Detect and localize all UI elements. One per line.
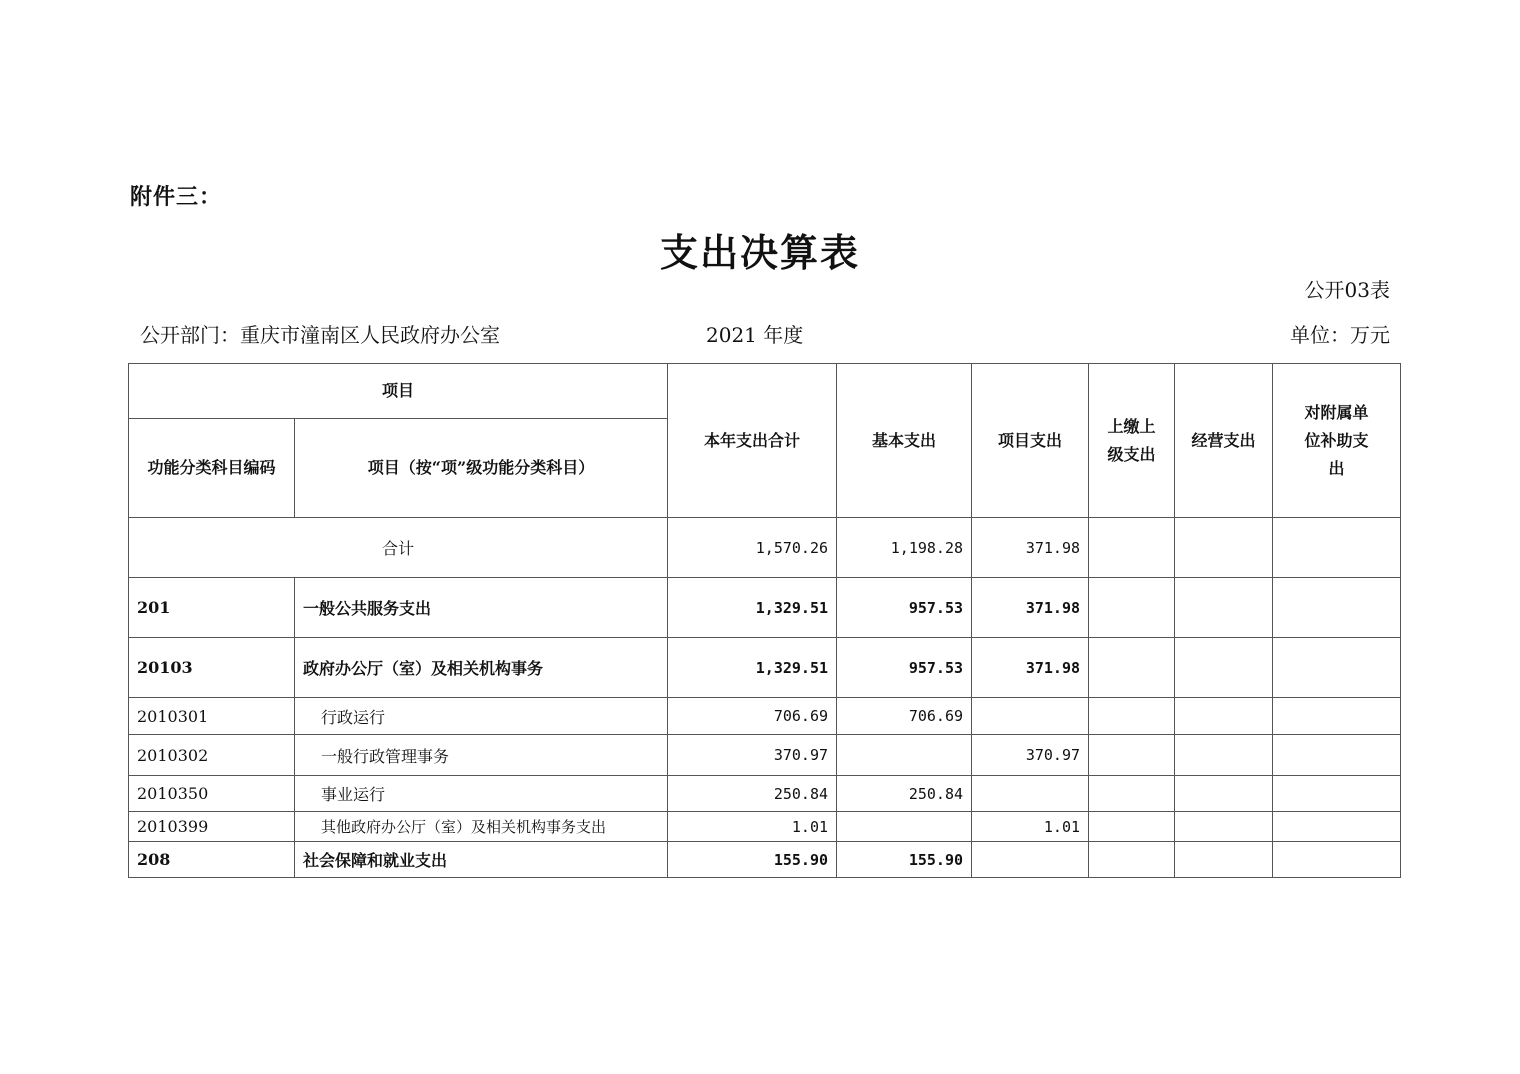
table-row [129,735,1401,776]
fiscal-year: 2021 年度 [706,323,804,347]
row-name: 行政运行 [295,698,668,735]
row-basic: 957.53 [837,578,972,638]
row-business [1175,842,1273,878]
page-title: 支出决算表 [659,230,860,275]
summary-upper [1089,518,1175,578]
row-upper [1089,735,1175,776]
summary-subsidy [1273,518,1401,578]
row-subsidy [1273,698,1401,735]
header-subsidy: 对附属单位补助支出 [1273,364,1401,518]
row-upper [1089,776,1175,812]
row-code: 201 [129,578,295,638]
table-row [129,842,1401,878]
row-total: 155.90 [668,842,837,878]
header-project: 项目 [129,364,668,419]
row-business [1175,578,1273,638]
row-code: 2010301 [129,698,295,735]
row-upper [1089,842,1175,878]
row-subsidy [1273,776,1401,812]
summary-project: 371.98 [972,518,1089,578]
row-total: 706.69 [668,698,837,735]
row-total: 1,329.51 [668,638,837,698]
row-name: 事业运行 [295,776,668,812]
row-name: 一般行政管理事务 [295,735,668,776]
row-code: 2010302 [129,735,295,776]
header-code: 功能分类科目编码 [129,419,295,518]
row-basic: 250.84 [837,776,972,812]
header-project-expense: 项目支出 [972,364,1089,518]
header-item: 项目（按“项”级功能分类科目） [295,419,668,518]
row-project [972,842,1089,878]
row-total: 1.01 [668,812,837,842]
row-subsidy [1273,842,1401,878]
header-total: 本年支出合计 [668,364,837,518]
header-upper: 上缴上级支出 [1089,364,1175,518]
row-upper [1089,638,1175,698]
table-row [129,812,1401,842]
expenditure-table [128,363,1401,878]
row-name: 社会保障和就业支出 [295,842,668,878]
row-code: 2010399 [129,812,295,842]
row-project [972,698,1089,735]
summary-total: 1,570.26 [668,518,837,578]
header-basic: 基本支出 [837,364,972,518]
table-row [129,638,1401,698]
row-project: 370.97 [972,735,1089,776]
row-subsidy [1273,812,1401,842]
row-total: 1,329.51 [668,578,837,638]
row-project: 1.01 [972,812,1089,842]
row-project: 371.98 [972,578,1089,638]
header-business: 经营支出 [1175,364,1273,518]
summary-row [129,518,1401,578]
row-business [1175,735,1273,776]
row-basic [837,735,972,776]
row-business [1175,776,1273,812]
attachment-label: 附件三： [130,184,223,210]
table-row [129,776,1401,812]
row-basic: 957.53 [837,638,972,698]
table-row [129,698,1401,735]
summary-business [1175,518,1273,578]
row-code: 20103 [129,638,295,698]
row-upper [1089,578,1175,638]
row-project [972,776,1089,812]
row-business [1175,638,1273,698]
row-name: 其他政府办公厅（室）及相关机构事务支出 [295,812,668,842]
row-subsidy [1273,638,1401,698]
row-business [1175,812,1273,842]
row-upper [1089,812,1175,842]
department-label: 公开部门：重庆市潼南区人民政府办公室 [140,323,500,347]
row-total: 250.84 [668,776,837,812]
summary-basic: 1,198.28 [837,518,972,578]
row-total: 370.97 [668,735,837,776]
row-subsidy [1273,735,1401,776]
table-row [129,578,1401,638]
row-basic: 706.69 [837,698,972,735]
row-upper [1089,698,1175,735]
row-name: 一般公共服务支出 [295,578,668,638]
row-project: 371.98 [972,638,1089,698]
row-code: 208 [129,842,295,878]
row-subsidy [1273,578,1401,638]
form-code: 公开03表 [1304,278,1390,302]
summary-label: 合计 [129,518,668,578]
unit-label: 单位：万元 [1290,323,1390,347]
row-name: 政府办公厅（室）及相关机构事务 [295,638,668,698]
row-basic: 155.90 [837,842,972,878]
row-code: 2010350 [129,776,295,812]
row-business [1175,698,1273,735]
row-basic [837,812,972,842]
